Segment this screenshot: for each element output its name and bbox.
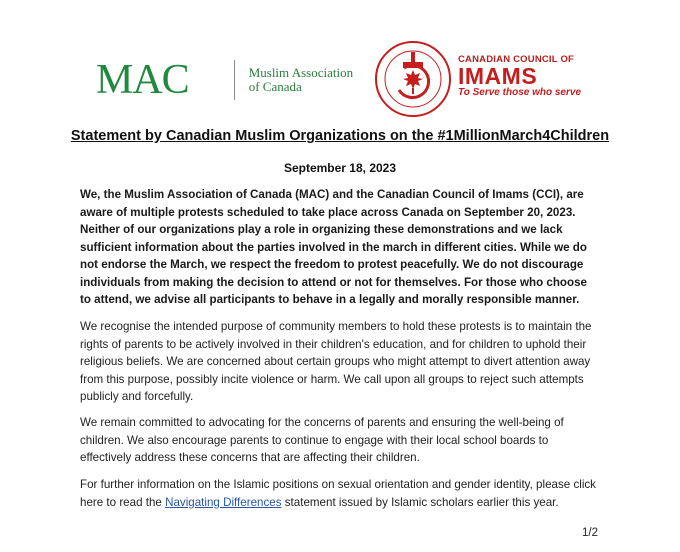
navigating-differences-link[interactable]: Navigating Differences <box>165 495 282 509</box>
mac-logo <box>96 58 353 102</box>
crescent-moon-icon <box>190 61 220 99</box>
cci-logo-text: CANADIAN COUNCIL OF IMAMS To Serve those who serve <box>458 54 582 98</box>
paragraph-1: We, the Muslim Association of Canada (MAC) and the Canadian Council of Imams (CCI), are aware of multiple protests scheduled to take place across Canada on September 20, 2023. Neither of our organizations play a role in organizing these demonstrations and we lack sufficient information about the parties involved in the march in different cities. While we do not endorse the March, we respect the freedom to protest peacefully. We do not discourage individuals from making the decision to attend or not for themselves. For those who choose to attend, we advise all participants to behave in a legally and morally responsible manner. <box>80 188 587 306</box>
paragraph-3: We remain committed to advocating for the concerns of parents and ensuring the well-being of children. We also encourage parents to continue to engage with their local school boards to effectively address these concerns that are affecting their children. <box>80 416 564 464</box>
paragraph-4: For further information on the Islamic positions on sexual orientation and gender identity, please click here to read the Navigating Differences statement issued by Islamic scholars earlier this year. <box>80 478 596 509</box>
cci-seal-icon <box>374 40 452 118</box>
page-number: 1/2 <box>582 527 598 539</box>
document-date: September 18, 2023 <box>283 161 397 175</box>
logo-divider <box>234 60 235 100</box>
document-title: Statement by Canadian Muslim Organizations on the #1MillionMarch4Children <box>70 128 610 144</box>
mac-full-name: Muslim Association of Canada <box>248 65 354 94</box>
paragraph-2: We recognise the intended purpose of community members to hold these protests is to maintain the rights of parents to be actively involved in their children's education, and for children to uphold their religious beliefs. We are concerned about certain groups who might attempt to divert attention away from this purpose, possibly incite violence or harm. We call upon all groups to reject such attempts publicly and forcefully. <box>80 320 592 403</box>
mac-wordmark: MAC <box>96 57 189 103</box>
letterhead <box>0 0 680 118</box>
